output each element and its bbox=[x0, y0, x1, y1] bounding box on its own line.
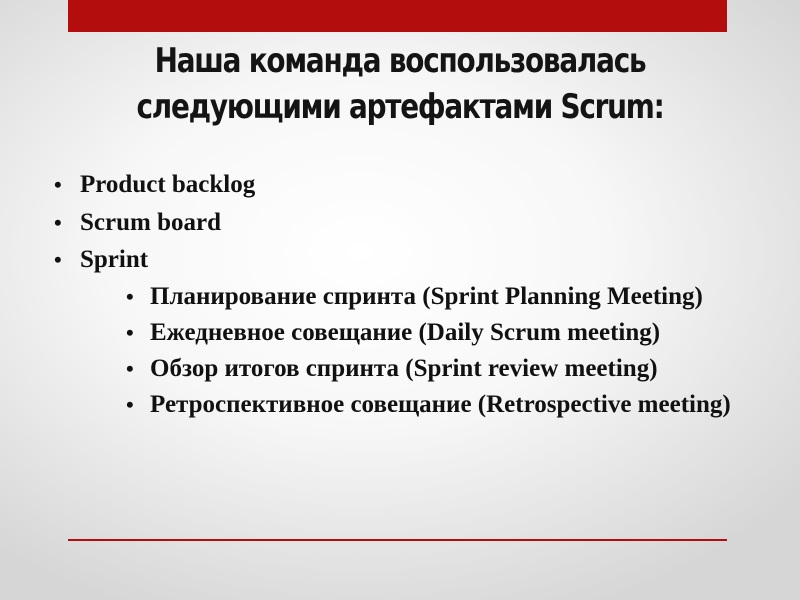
sub-bullet-icon: • bbox=[126, 355, 134, 381]
bullet-icon: • bbox=[54, 172, 62, 197]
bullet-text: Sprint bbox=[80, 246, 149, 273]
slide-title-line-2: следующими артефактами Scrum: bbox=[136, 87, 664, 127]
sub-bullet-text: Ежедневное совещание (Daily Scrum meeting) bbox=[150, 318, 661, 346]
sub-bullet-list bbox=[80, 279, 770, 423]
bullet-text: Product backlog bbox=[80, 171, 256, 198]
sub-bullet-item-daily-scrum bbox=[120, 315, 760, 351]
slide-content bbox=[50, 166, 770, 423]
sub-bullet-icon: • bbox=[126, 391, 134, 417]
sub-bullet-icon: • bbox=[126, 319, 134, 345]
bullet-text: Scrum board bbox=[80, 208, 221, 236]
sub-bullet-item-sprint-planning bbox=[120, 279, 760, 315]
bullet-item-product-backlog bbox=[50, 166, 770, 204]
bottom-divider bbox=[68, 539, 727, 541]
bullet-item-sprint bbox=[50, 241, 770, 423]
sub-bullet-text: Планирование спринта (Sprint Planning Meeting) bbox=[150, 282, 703, 310]
slide-title bbox=[105, 38, 695, 130]
sub-bullet-text: Ретроспективное совещание (Retrospective meeting) bbox=[150, 390, 731, 418]
bullet-item-scrum-board bbox=[50, 204, 770, 242]
bullet-icon: • bbox=[54, 209, 62, 235]
top-accent-bar bbox=[68, 0, 727, 32]
bullet-icon: • bbox=[54, 247, 62, 272]
slide-title-line-1: Наша команда воспользовалась bbox=[154, 41, 646, 81]
sub-bullet-item-retrospective bbox=[120, 387, 760, 423]
sub-bullet-text: Обзор итогов спринта (Sprint review meeting) bbox=[150, 354, 658, 382]
bullet-list bbox=[50, 166, 770, 423]
sub-bullet-item-sprint-review bbox=[120, 351, 760, 387]
sub-bullet-icon: • bbox=[126, 283, 134, 309]
